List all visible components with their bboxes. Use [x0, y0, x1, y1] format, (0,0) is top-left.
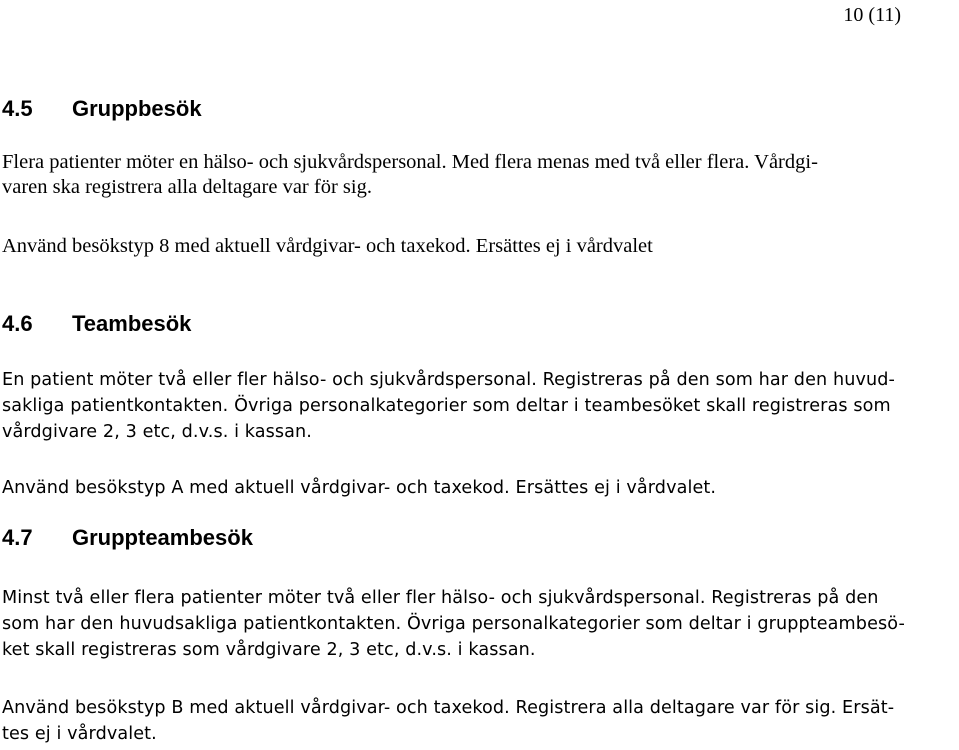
paragraph — [2, 234, 952, 259]
section-title: Gruppteambesök — [72, 525, 253, 550]
text-line: sakliga patientkontakten. Övriga personalkategorier som deltar i teambesöket skall registreras som — [2, 396, 891, 416]
paragraph — [2, 695, 952, 747]
section-number: 4.5 — [2, 96, 33, 121]
section-heading-4-5 — [2, 96, 202, 122]
text-line: En patient möter två eller fler hälso- och sjukvårdspersonal. Registreras på den som har den huvud- — [2, 370, 895, 390]
section-number: 4.6 — [2, 311, 33, 336]
text-line: varen ska registrera alla deltagare var för sig. — [2, 175, 372, 198]
text-line: vårdgivare 2, 3 etc, d.v.s. i kassan. — [2, 422, 312, 442]
text-line: som har den huvudsakliga patientkontakten. Övriga personalkategorier som deltar i gruppteambesö- — [2, 614, 905, 634]
section-heading-4-7 — [2, 525, 253, 551]
section-heading-4-6 — [2, 311, 191, 337]
paragraph — [2, 585, 952, 663]
section-title: Teambesök — [72, 311, 192, 336]
paragraph — [2, 475, 952, 501]
text-line: ket skall registreras som vårdgivare 2, 3 etc, d.v.s. i kassan. — [2, 640, 536, 660]
text-line: Använd besökstyp 8 med aktuell vårdgivar- och taxekod. Ersättes ej i vårdvalet — [2, 235, 653, 257]
section-number: 4.7 — [2, 525, 33, 550]
text-line: Minst två eller flera patienter möter två eller fler hälso- och sjukvårdspersonal. Registreras på den — [2, 588, 879, 608]
page-number: 10 (11) — [843, 4, 901, 26]
text-line: Flera patienter möter en hälso- och sjukvårdspersonal. Med flera menas med två eller flera. Vårdgi- — [2, 151, 818, 173]
text-line: Använd besökstyp B med aktuell vårdgivar- och taxekod. Registrera alla deltagare var för sig. Ersät- — [2, 698, 895, 718]
section-title: Gruppbesök — [72, 96, 202, 121]
text-line: Använd besökstyp A med aktuell vårdgivar- och taxekod. Ersättes ej i vårdvalet. — [2, 478, 717, 498]
paragraph — [2, 150, 952, 199]
paragraph — [2, 367, 952, 445]
text-line: tes ej i vårdvalet. — [2, 724, 157, 744]
